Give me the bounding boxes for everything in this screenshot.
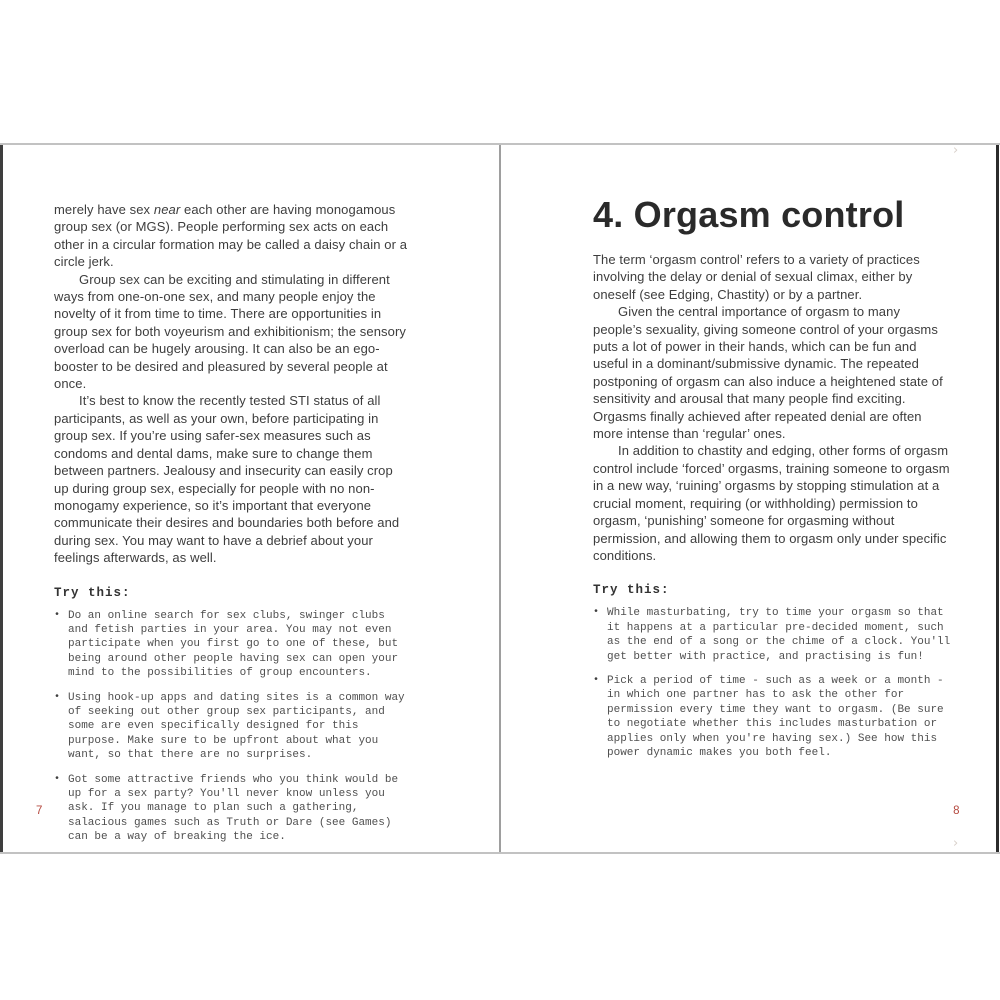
italic-word: near: [153, 202, 181, 217]
next-page-chevron-icon[interactable]: ›: [953, 143, 959, 158]
bullet-text: Using hook-up apps and dating sites is a common way of seeking out other group sex participants, and some are even specifically designed for this purpose. Make sure to be upfront about what you want, so that there are no surprises.: [68, 691, 405, 762]
book-spread: [0, 143, 1000, 854]
try-this-list-right: [593, 606, 951, 760]
page-left: [54, 145, 408, 855]
right-paragraph-2: Given the central importance of orgasm to many people’s sexuality, giving someone control of your orgasms puts a lot of power in their hands, which can be fun and useful in a dominant/submissive dynamic. The repeated postponing of orgasm can also induce a heightened state of sensitivity and arousal that many people find exciting. Orgasms finally achieved after repeated denial are often more intense than ‘regular’ ones.: [593, 304, 943, 442]
left-paragraph-1: [54, 201, 408, 271]
bullet-text: Pick a period of time - such as a week or a month - in which one partner has to ask the other for permission every time they want to orgasm. (Be sure to negotiate whether this includes masturbation or applies only when you're having sex.) See how this power dynamic makes you both feel.: [607, 674, 944, 759]
list-item: [593, 606, 951, 664]
bullet-icon: •: [54, 691, 61, 703]
bullet-text: Got some attractive friends who you think would be up for a sex party? You'll never know unless you ask. If you manage to plan such a gathering, salacious games such as Truth or Dare (see Games) can be a way of breaking the ice.: [68, 773, 399, 844]
try-this-list-left: [54, 609, 408, 845]
chapter-title: 4. Orgasm control: [593, 194, 905, 235]
try-this-heading-right: Try this:: [593, 583, 670, 598]
page-number-right: 8: [953, 805, 960, 817]
right-paragraph-1: The term ‘orgasm control’ refers to a variety of practices involving the delay or denial of sexual climax, either by oneself (see Edging, Chastity) or by a partner.: [593, 252, 920, 302]
list-item: [593, 674, 951, 760]
page-right: [593, 145, 951, 770]
paragraph-text: merely have sex: [54, 202, 154, 217]
bullet-icon: •: [54, 773, 61, 785]
left-paragraph-2: Group sex can be exciting and stimulating in different ways from one-on-one sex, and many people enjoy the novelty of it from time to time. There are opportunities in group sex for both voyeurism and exhibitionism; the sensory overload can be hugely arousing. It can also be an ego-booster to be desired and pleasured by several people at once.: [54, 271, 407, 392]
page-number-left: 7: [36, 805, 43, 817]
bullet-text: Do an online search for sex clubs, swinger clubs and fetish parties in your area. You may not even participate when you first go to one of these, but being around other people having sex can open your mind to the possibilities of group encounters.: [68, 609, 399, 680]
bullet-icon: •: [593, 607, 600, 619]
list-item: [54, 691, 408, 763]
list-item: [54, 773, 408, 845]
next-page-chevron-icon[interactable]: ›: [953, 836, 959, 851]
bullet-icon: •: [593, 674, 600, 686]
spread-center-gutter: [499, 145, 501, 852]
spread-left-edge: [0, 145, 3, 852]
bullet-text: While masturbating, try to time your orgasm so that it happens at a particular pre-decided moment, such as the end of a song or the chime of a clock. You'll get better with practice, and practising is fun!: [607, 607, 951, 663]
left-paragraph-3: It’s best to know the recently tested STI status of all participants, as well as your own, before participating in group sex. If you’re using safer-sex measures such as condoms and dental dams, make sure to change them between partners. Jealousy and insecurity can easily crop up during group sex, especially for people with no non-monogamy experience, so it’s important that everyone communicate their desires and boundaries both before and during sex. You may want to have a debrief about your feelings afterwards, as well.: [54, 393, 400, 566]
list-item: [54, 609, 408, 681]
spread-right-edge: [996, 145, 999, 852]
bullet-icon: •: [54, 609, 61, 621]
paragraph-text: each other are having monogamous group sex (or MGS). People performing sex acts on each other in a circular formation may be called a daisy chain or a circle jerk.: [54, 202, 408, 270]
try-this-heading-left: Try this:: [54, 585, 131, 600]
right-paragraph-3: In addition to chastity and edging, other forms of orgasm control include ‘forced’ orgasms, training someone to orgasm in a new way, ‘ruining’ orgasms by stopping stimulation at a crucial moment, requiring (or withholding) permission to orgasm, ‘punishing’ someone for orgasming without permission, and allowing them to orgasm only under specific conditions.: [593, 443, 950, 563]
